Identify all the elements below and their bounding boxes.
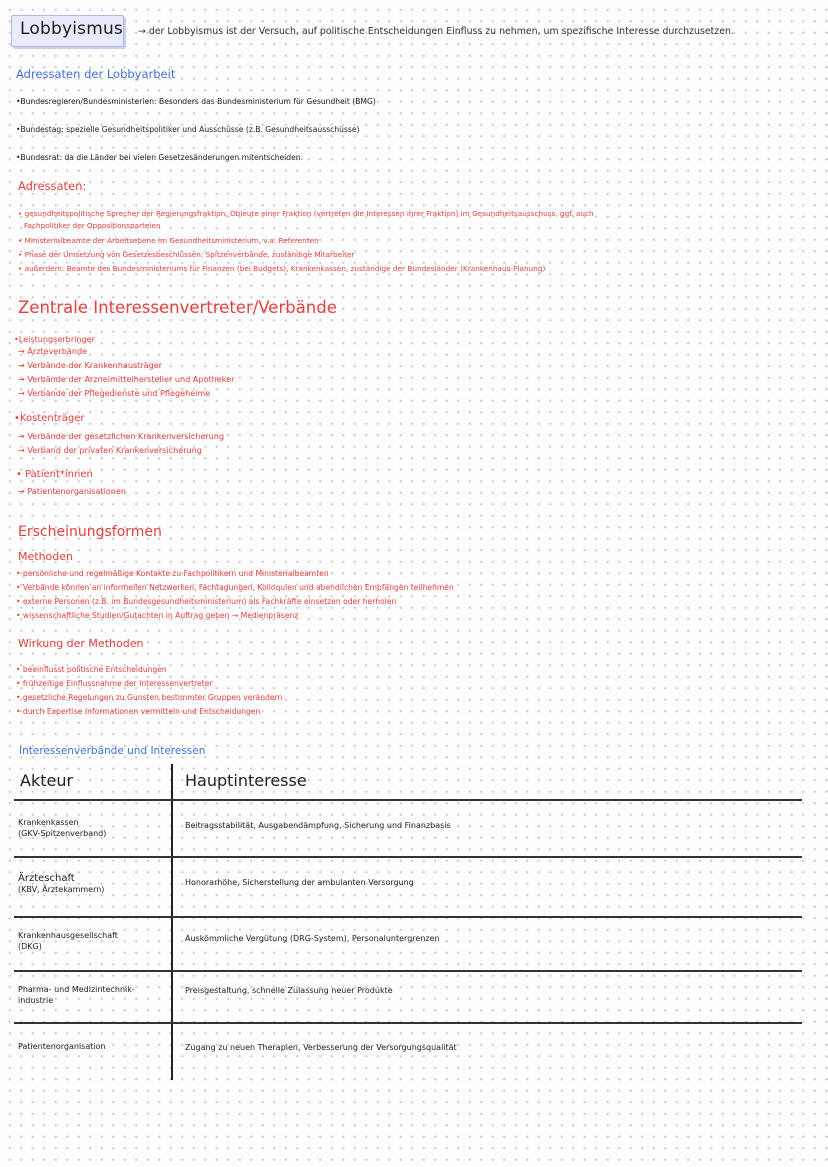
leistung-item: → Ärzteverbände [18, 346, 88, 356]
interest-cell: Auskömmliche Vergütung (DRG-System), Personaluntergrenzen [185, 934, 440, 943]
addressees-heading: Adressaten der Lobbyarbeit [16, 67, 176, 81]
table-row [18, 930, 118, 952]
adressaten-item: • Phase der Umsetzung von Gesetzesbeschlüssen: Spitzenverbände, zuständige Mitarbeiter [18, 250, 355, 259]
table-header-actor: Akteur [20, 771, 74, 790]
methoden-heading: Methoden [18, 550, 73, 563]
adressaten-item: • Ministerialbeamte der Arbeitsebene im Gesundheitsministerium, v.a. Referenten [18, 236, 319, 245]
zentrale-heading: Zentrale Interessenvertreter/Verbände [18, 298, 337, 317]
table-row-divider [14, 1022, 802, 1024]
table-row-divider [14, 856, 802, 858]
interest-cell: Zugang zu neuen Therapien, Verbesserung der Versorgungsqualität [185, 1043, 457, 1052]
interest-cell: Preisgestaltung, schnelle Zulassung neuer Produkte [185, 986, 393, 995]
adressaten-item: Fachpolitiker der Oppositionsparteien [24, 221, 161, 230]
table-row-divider [14, 916, 802, 918]
adressaten-item: • außerdem: Beamte des Bundesministeriums für Finanzen (bei Budgets), Krankenkassen, zuständige der Bundesländer (Krankenhaus-Planung) [18, 264, 546, 273]
interest-cell: Honorarhöhe, Sicherstellung der ambulanten Versorgung [185, 878, 414, 887]
leistung-item: → Verbände der Arzneimittelhersteller und Apotheker [18, 374, 235, 384]
interest-cell: Beitragsstabilität, Ausgabendämpfung, Sicherung und Finanzbasis [185, 821, 451, 830]
actor-name: Patientenorganisation [18, 1042, 106, 1051]
adressaten-heading: Adressaten: [18, 179, 87, 193]
patient-item: → Patientenorganisationen [18, 486, 127, 496]
addressee-item: •Bundesregieren/Bundesministerien: Besonders das Bundesministerium für Gesundheit (BMG) [16, 97, 376, 106]
kosten-item: → Verband der privaten Krankenversicherung [18, 445, 202, 455]
wirkung-item: • gesetzliche Regelungen zu Gunsten bestimmter Gruppen verändern [16, 693, 283, 702]
table-row [18, 817, 106, 839]
actor-name: Krankenkassen [18, 818, 79, 827]
addressee-item: •Bundestag: spezielle Gesundheitspolitiker und Ausschüsse (z.B. Gesundheitsausschüsse) [16, 125, 360, 134]
table-heading: Interessenverbände und Interessen [19, 745, 206, 757]
addressee-item: •Bundesrat: da die Länder bei vielen Gesetzesänderungen mitentscheiden. [16, 153, 304, 162]
table-column-divider [171, 764, 173, 1080]
methoden-item: • persönliche und regelmäßige Kontakte zu Fachpolitikern und Ministerialbeamten [16, 569, 329, 578]
methoden-item: • externe Personen (z.B. im Bundesgesundheitsministerium) als Fachkräfte einsetzen oder herholen [16, 597, 397, 606]
table-row [18, 984, 135, 1006]
leistung-item: → Verbände der Pflegedienste und Pflegeheime [18, 388, 211, 398]
wirkung-item: • beeinflusst politische Entscheidungen [16, 665, 167, 674]
actor-detail: (DKG) [18, 942, 42, 951]
wirkung-item: • durch Expertise Informationen vermitteln und Entscheidungen [16, 707, 261, 716]
definition-text: → der Lobbyismus ist der Versuch, auf politische Entscheidungen Einfluss zu nehmen, um spezifische Interesse durchzusetzen. [138, 26, 734, 37]
methoden-item: • Verbände können an informellen Netzwerken, Fachtagungen, Kolloquien und abendlichen Empfängen teilnehmen [16, 583, 454, 592]
table-row-divider [14, 970, 802, 972]
page-title: Lobbyismus [20, 19, 123, 39]
erscheinung-heading: Erscheinungsformen [18, 524, 162, 540]
table-header-interest: Hauptinteresse [185, 771, 307, 790]
wirkung-heading: Wirkung der Methoden [18, 637, 144, 650]
actor-detail: (KBV, Ärztekammern) [18, 885, 105, 894]
actor-name: Pharma- und Medizintechnik- [18, 985, 135, 994]
actor-detail: (GKV-Spitzenverband) [18, 829, 107, 838]
actor-detail: industrie [18, 996, 54, 1005]
methoden-item: • wissenschaftliche Studien/Gutachten in Auftrag geben → Medienpräsenz [16, 611, 299, 620]
actor-name: Ärzteschaft [18, 873, 75, 884]
leistung-item: → Verbände der Krankenhausträger [18, 360, 163, 370]
adressaten-item: • gesundheitspolitische Sprecher der Regierungsfraktion, Obleute einer Fraktion (vertreten die Interessen ihrer Fraktion) im Gesundheitsausschuss, ggf. auch [18, 209, 594, 218]
actor-name: Krankenhausgesellschaft [18, 931, 118, 940]
interests-table [14, 764, 802, 1082]
kosten-item: → Verbände der gesetzlichen Krankenversicherung [18, 431, 225, 441]
table-row-divider [14, 799, 802, 801]
table-row [18, 873, 104, 895]
kosten-heading: •Kostenträger [14, 413, 85, 424]
wirkung-item: • frühzeitige Einflussnahme der Interessenvertreter [16, 679, 213, 688]
table-row [18, 1041, 106, 1052]
leistung-heading: •Leistungserbringer [14, 334, 95, 344]
patient-heading: • Patient*innen [16, 469, 93, 480]
